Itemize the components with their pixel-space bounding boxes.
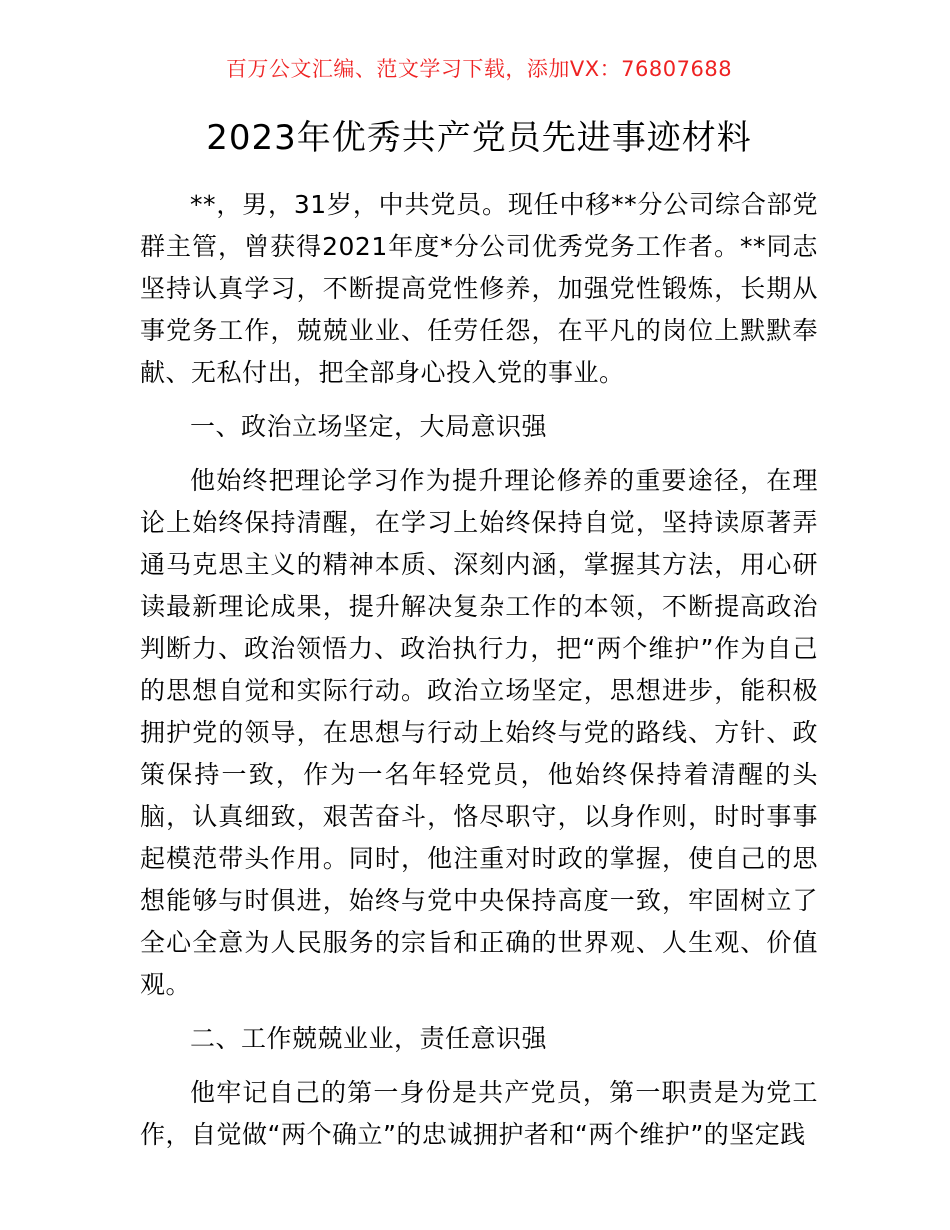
paragraph-intro: **，男，31岁，中共党员。现任中移**分公司综合部党群主管，曾获得2021年度*分公司优秀党务工作者。**同志坚持认真学习，不断提高党性修养，加强党性锻炼，长期从事党务工作，兢兢业业、任劳任怨，在平凡的岗位上默默奉献、无私付出，把全部身心投入党的事业。 xyxy=(140,190,818,387)
paragraph-section-2: 他牢记自己的第一身份是共产党员，第一职责是为党工作，自觉做“两个确立”的忠诚拥护者和“两个维护”的坚定践 xyxy=(140,1078,818,1149)
section-heading-2: 二、工作兢兢业业，责任意识强 xyxy=(190,1024,548,1053)
document-title: 2023年优秀共产党员先进事迹材料 xyxy=(206,118,752,158)
header-notice: 百万公文汇编、范文学习下载，添加VX：76807688 xyxy=(225,57,733,81)
paragraph-section-1: 他始终把理论学习作为提升理论修养的重要途径，在理论上始终保持清醒，在学习上始终保持自觉，坚持读原著弄通马克思主义的精神本质、深刻内涵，掌握其方法，用心研读最新理论成果，提升解决复杂工作的本领，不断提高政治判断力、政治领悟力、政治执行力，把“两个维护”作为自己的思想自觉和实际行动。政治立场坚定，思想进步，能积极拥护党的领导，在思想与行动上始终与党的路线、方针、政策保持一致，作为一名年轻党员，他始终保持着清醒的头脑，认真细致，艰苦奋斗，恪尽职守，以身作则，时时事事起模范带头作用。同时，他注重对时政的掌握，使自己的思想能够与时俱进，始终与党中央保持高度一致，牢固树立了全心全意为人民服务的宗旨和正确的世界观、人生观、价值观。 xyxy=(140,466,818,999)
section-heading-1: 一、政治立场坚定，大局意识强 xyxy=(190,412,548,441)
